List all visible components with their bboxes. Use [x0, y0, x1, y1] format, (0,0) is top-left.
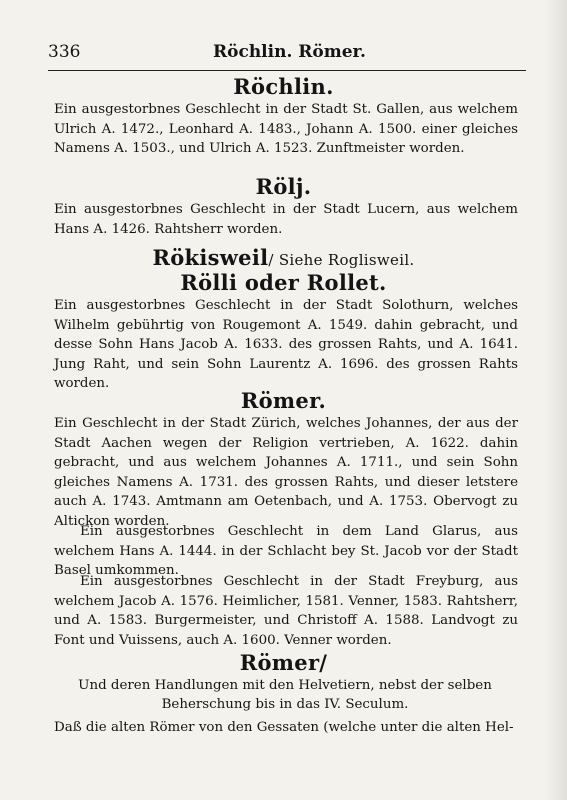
section-subtitle: Und deren Handlungen mit den Helvetiern, nebst der selben Beherschung bis in das IV. Seculum. — [78, 678, 492, 712]
rokisweil-crossref: / Siehe Rogliswеil. — [268, 251, 415, 269]
entry-text-romer-freyburg: Ein ausgestorbnes Geschlecht in der Stadt Freyburg, aus welchem Jacob A. 1576. Heimlicher, 1581. Venner, 1583. Rahtsherr, und A. 1583. Burgermeister, und Christoff A. 1588. Landvogt zu Font und Vuissens, auch A. 1600. Venner worden. — [54, 574, 518, 648]
entry-text-rochlin: Ein ausgestorbnes Geschlecht in der Stadt St. Gallen, aus welchem Ulrich A. 1472., Leonhard A. 1483., Johann A. 1500. einer gleiches Namens A. 1503., und Ulrich A. 1523. Zunftmeister worden. — [54, 102, 518, 157]
entry-heading-rokisweil — [0, 245, 567, 270]
entry-heading-romer: Römer. — [240, 388, 327, 413]
page-edge-shadow — [545, 0, 567, 800]
section-heading-romer: Römer/ — [239, 650, 328, 675]
entry-text-rolli: Ein ausgestorbnes Geschlecht in der Stadt Solothurn, welches Wilhelm gebührtig von Rougemont A. 1549. dahin gebracht, und desse Sohn Hans Jacob A. 1633. des grossen Rahts, und A. 1641. Jung Raht, und sein Sohn Laurentz A. 1696. des grossen Rahts worden. — [54, 298, 518, 392]
entry-heading-rolli: Rölli oder Rollet. — [180, 270, 387, 295]
running-head: Röchlin. Römer. — [213, 42, 366, 62]
page-number: 336 — [48, 42, 81, 62]
entry-text-rolj: Ein ausgestorbnes Geschlecht in der Stadt Lucern, aus welchem Hans A. 1426. Rahtsherr worden. — [54, 202, 518, 237]
entry-text-romer-zurich: Ein Geschlecht in der Stadt Zürich, welches Johannes, der aus der Stadt Aachen wegen der Religion vertrieben, A. 1622. dahin gebracht, und aus welchem Johannes A. 1711., und sein Sohn gleiches Namens A. 1731. des grossen Rahts, und dieser letstere auch A. 1743. Amtmann am Oetenbach, und A. 1753. Obervogt zu Altickon worden. — [54, 416, 518, 529]
header-rule — [48, 70, 526, 71]
page-header — [48, 42, 528, 68]
entry-heading-rolj: Rölj. — [255, 174, 312, 199]
entry-text-romer-glarus: Ein ausgestorbnes Geschlecht in dem Land Glarus, aus welchem Hans A. 1444. in der Schlacht bey St. Jacob vor der Stadt Basel umkommen. — [54, 524, 518, 579]
section-text: Daß die alten Römer von den Gessaten (welche unter die alten Hel- — [54, 720, 514, 735]
entry-heading-rochlin: Röchlin. — [233, 74, 334, 99]
rokisweil-title: Rökisweil — [152, 245, 269, 270]
